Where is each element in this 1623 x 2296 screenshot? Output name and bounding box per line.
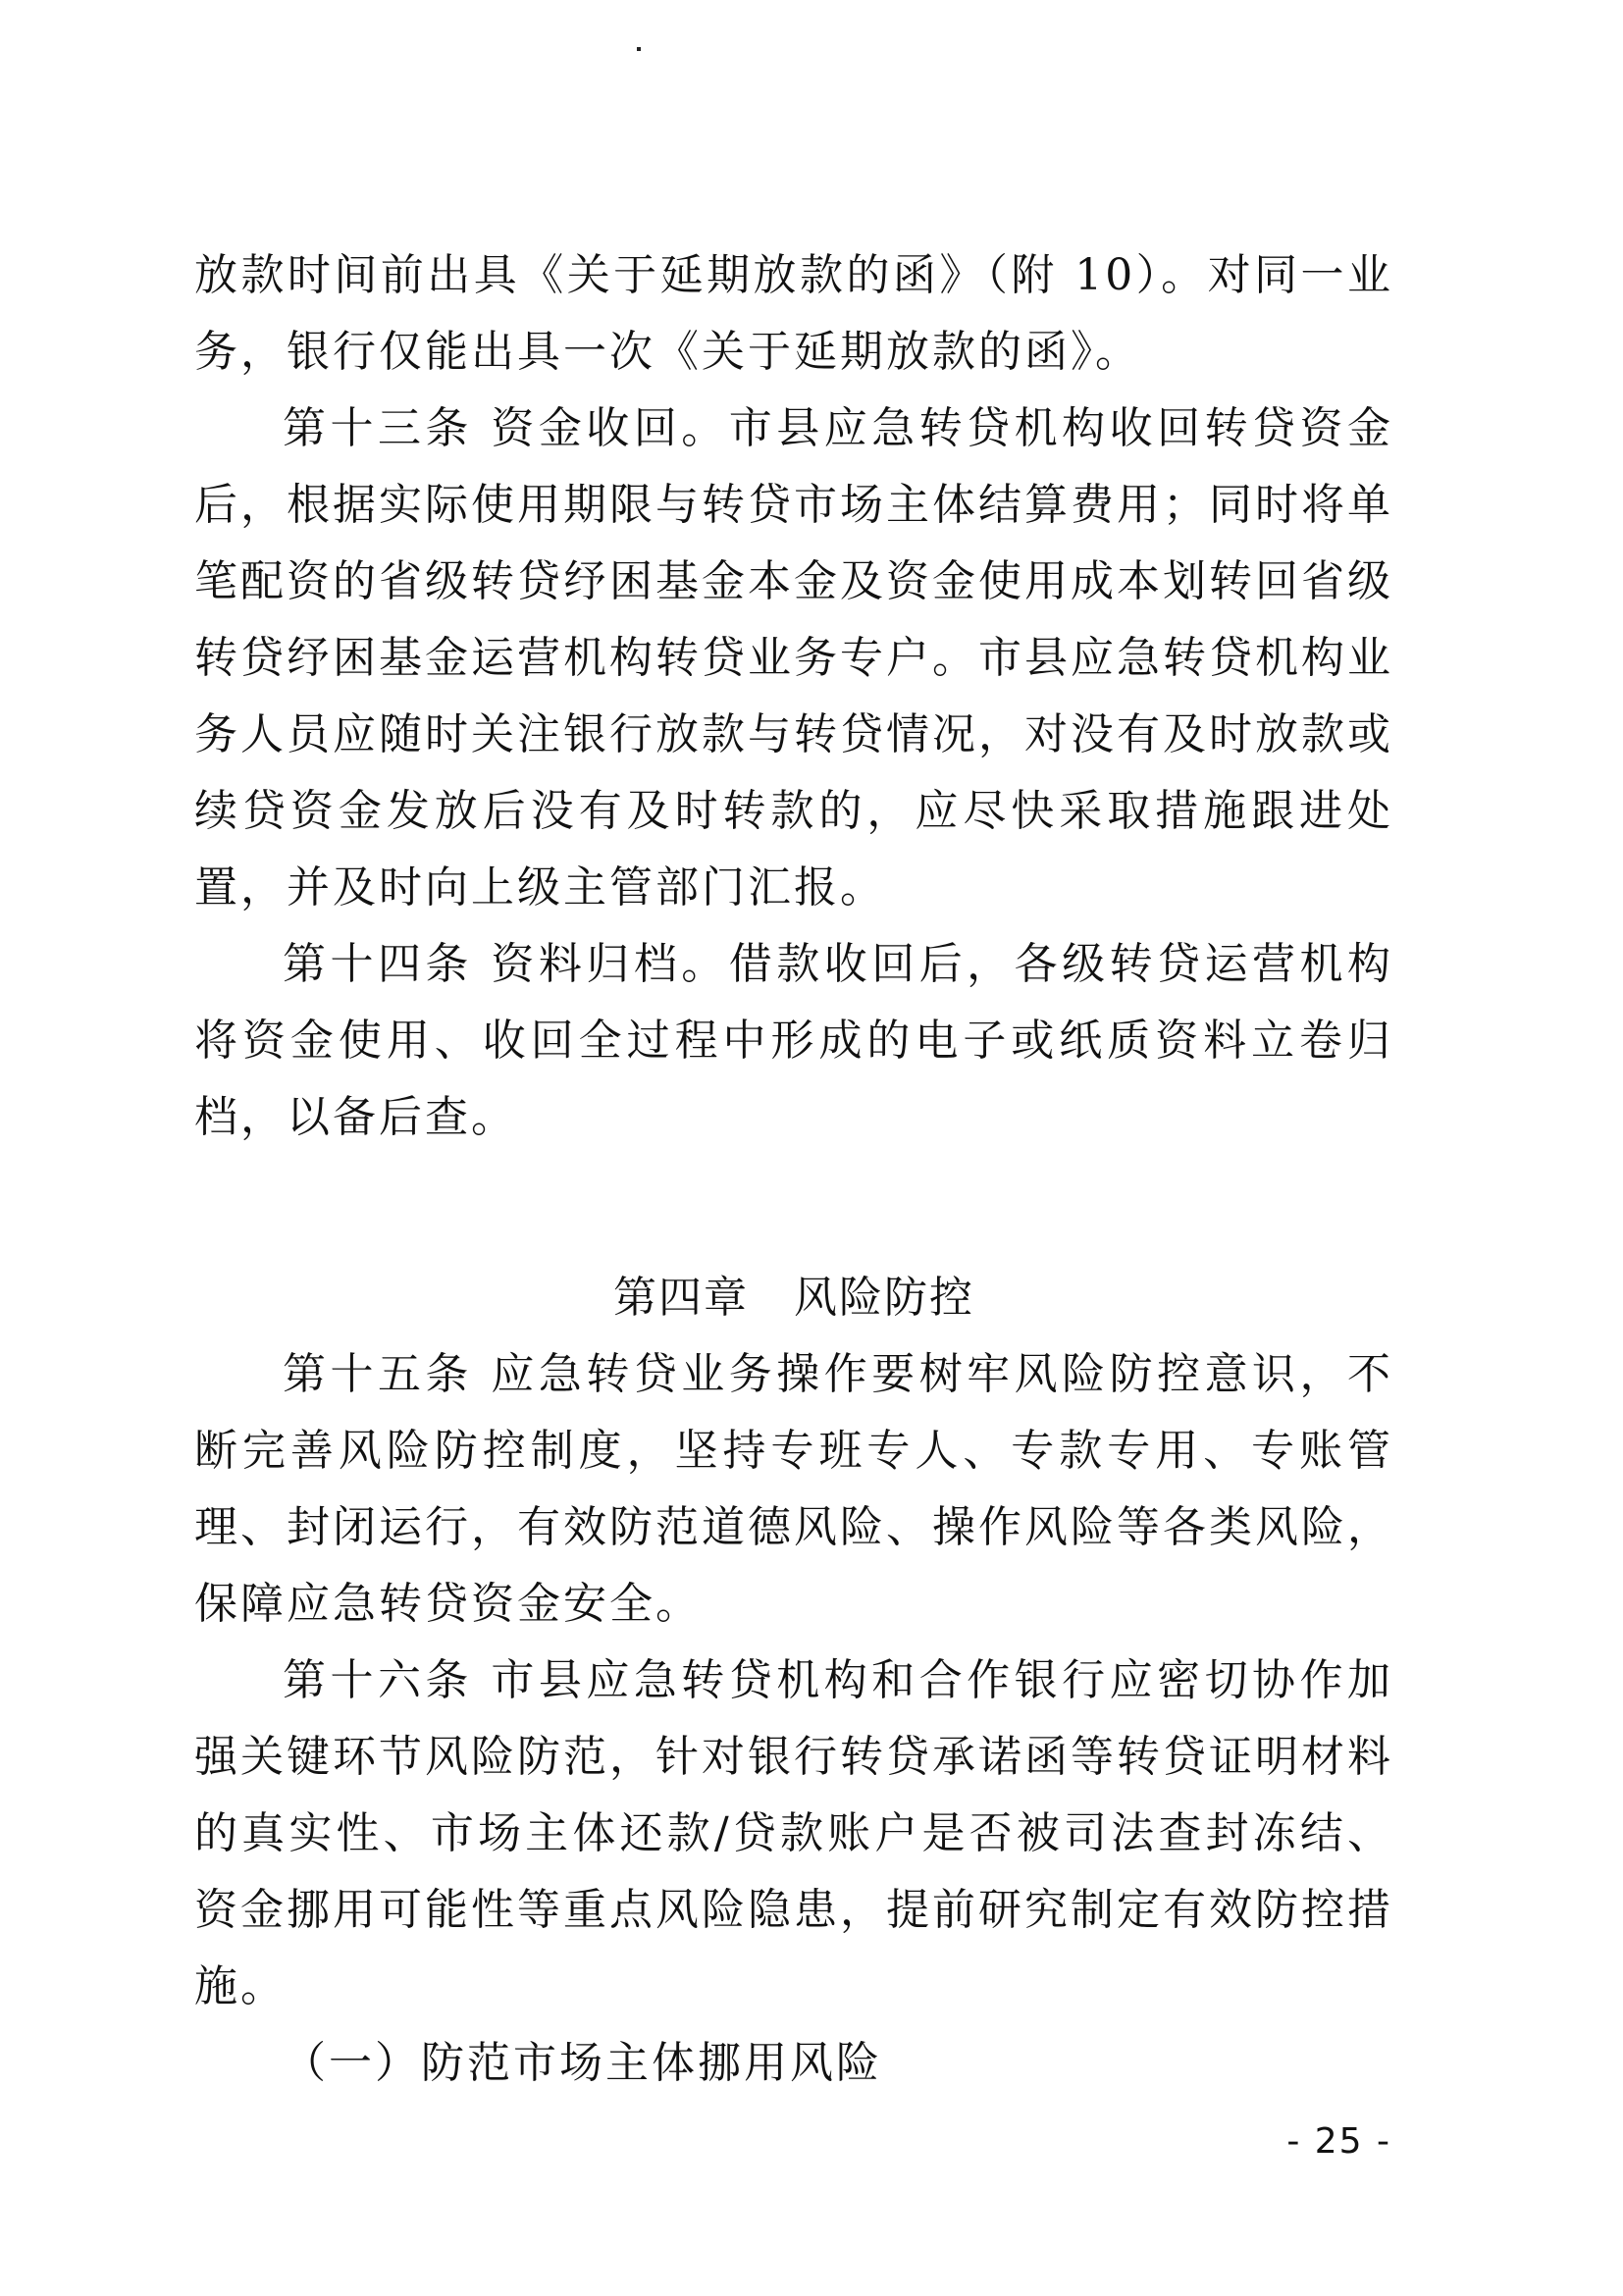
paragraph-continuation: 放款时间前出具《关于延期放款的函》（附 10）。对同一业务，银行仅能出具一次《关于延期放款的函》。 <box>194 250 1393 377</box>
scan-speck <box>637 47 641 51</box>
subsection-heading: （一）防范市场主体挪用风险 <box>283 2038 882 2088</box>
article-16-paragraph: 第十六条 市县应急转贷机构和合作银行应密切协作加强关键环节风险防范，针对银行转贷承诺函等转贷证明材料的真实性、市场主体还款/贷款账户是否被司法查封冻结、资金挪用可能性等重点风险隐患，提前研究制定有效防控措施。 <box>194 1655 1393 2011</box>
article-13-paragraph: 第十三条 资金收回。市县应急转贷机构收回转贷资金后，根据实际使用期限与转贷市场主体结算费用；同时将单笔配资的省级转贷纾困基金本金及资金使用成本划转回省级转贷纾困基金运营机构转贷业务专户。市县应急转贷机构业务人员应随时关注银行放款与转贷情况，对没有及时放款或续贷资金发放后没有及时转款的，应尽快采取措施跟进处置，并及时向上级主管部门汇报。 <box>194 403 1393 913</box>
article-14-paragraph: 第十四条 资料归档。借款收回后，各级转贷运营机构将资金使用、收回全过程中形成的电子或纸质资料立卷归档，以备后查。 <box>194 939 1393 1142</box>
document-body <box>194 237 1393 2102</box>
chapter-heading: 第四章 风险防控 <box>613 1273 974 1323</box>
article-15-paragraph: 第十五条 应急转贷业务操作要树牢风险防控意识，不断完善风险防控制度，坚持专班专人、专款专用、专账管理、封闭运行，有效防范道德风险、操作风险等各类风险，保障应急转贷资金安全。 <box>194 1349 1393 1629</box>
page-number: - 25 - <box>1286 2121 1391 2162</box>
